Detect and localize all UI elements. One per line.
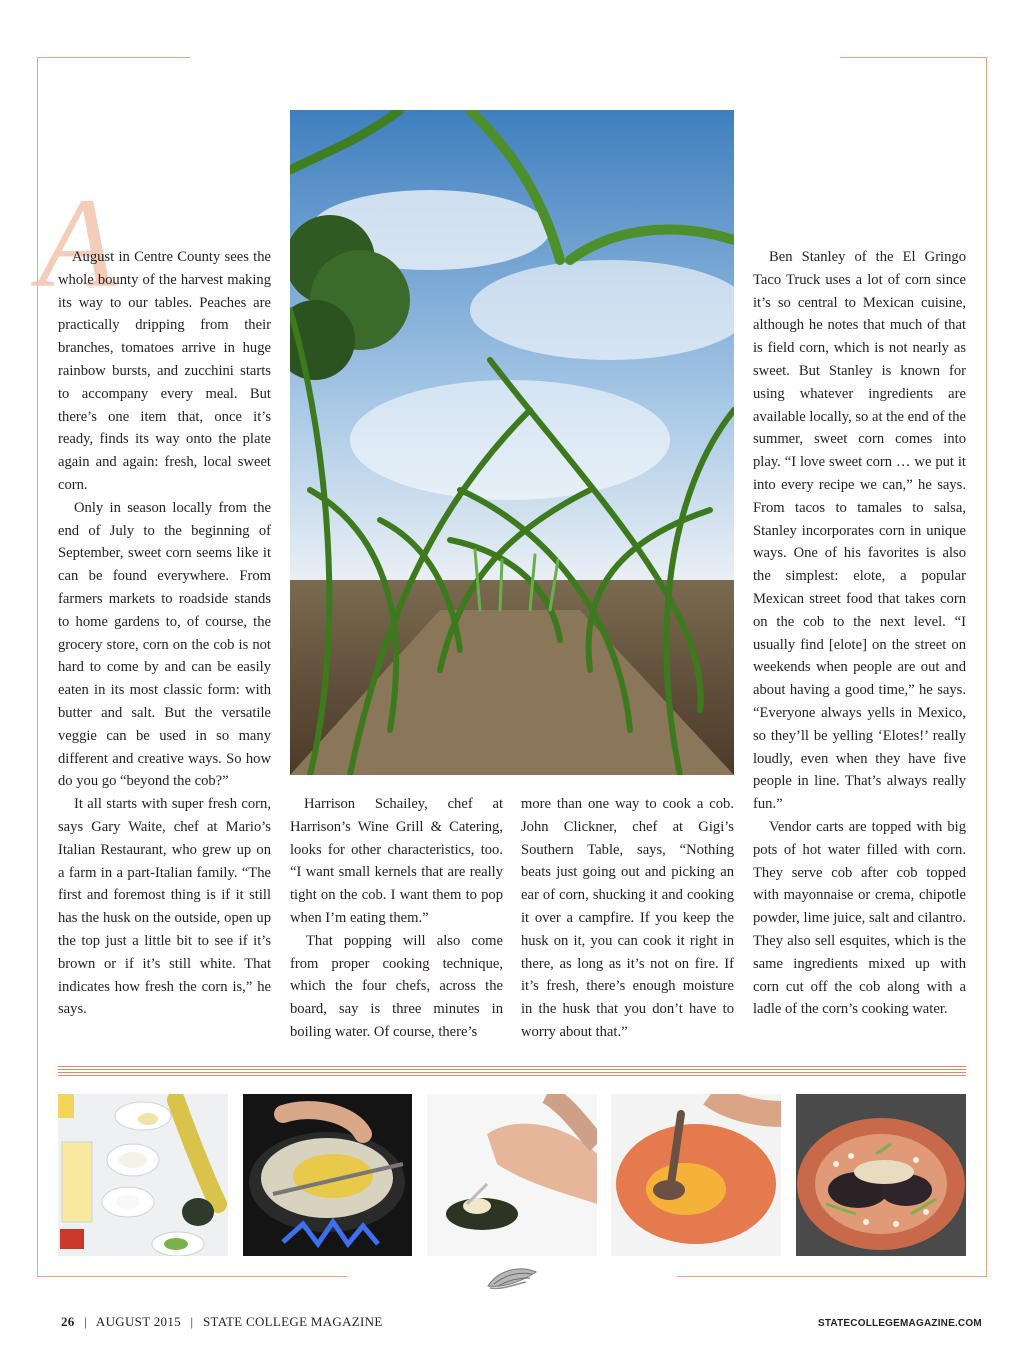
footer-separator: | [190,1314,194,1329]
website-link[interactable]: STATECOLLEGEMAGAZINE.COM [818,1318,982,1329]
article-column-4 [753,246,966,1021]
corn-illustration-icon [486,1264,538,1292]
divider-rule [58,1066,966,1067]
frame-bottom-left [37,1276,347,1277]
divider-rule [58,1075,966,1076]
plated-dish-photo [796,1094,966,1256]
divider-rule [58,1072,966,1073]
plating-photo [427,1094,597,1256]
pan-cooking-photo [243,1094,412,1256]
paragraph: August in Centre County sees the whole bounty of the harvest making its way to our tables. Peaches are practically dripping from their branches, tomatoes arrive in huge rainbow bursts, and zucchini starts to accompany every meal. But there’s one item that, once it’s ready, finds its way onto the plate again and again: fresh, local sweet corn. [58,249,271,493]
page-number: 26 [61,1314,75,1329]
paragraph: Ben Stanley of the El Gringo Taco Truck uses a lot of corn since it’s so central to Mexican cuisine, although he notes that much of that is field corn, which is not nearly as sweet. But Stanley is known for using whatever ingredients are available locally, so at the end of the summer, sweet corn comes into play. “I love sweet corn … we put it into every recipe we can,” he says. From tacos to tamales to salsa, Stanley incorporates corn in unique ways. One of his favorites is also the simplest: elote, a popular Mexican street food that takes corn on the cob to the next level. “I usually find [elote] on the street on weekends when people are out and about having a good time,” he says. “Everyone always yells in Mexico, so they’ll be yelling ‘Elotes!’ really loudly, even when they have five people in line. That’s always really fun.” [753,249,967,813]
svg-text:A: A [38,180,117,300]
paragraph: That popping will also come from proper cooking technique, which the four chefs, across the board, say is three minutes in boiling water. Of course, there’s [290,932,503,1040]
issue-date: AUGUST 2015 [95,1314,181,1329]
frame-top-right [840,57,986,58]
article-column-1 [58,246,271,1021]
paragraph: It all starts with super fresh corn, says Gary Waite, chef at Mario’s Italian Restaurant, who grew up on a farm in a part-Italian family. “The first and foremost thing is if it still has the husk on the outside, open up the top just a little bit to see if it’s brown or if it’s still white. That indicates how fresh the corn is,” he says. [58,796,271,1018]
paragraph: Harrison Schailey, chef at Harrison’s Wine Grill & Catering, looks for other characteristics, too. “I want small kernels that are really tight on the cob. I want them to pop when I’m eating them.” [290,796,503,926]
frame-right [986,57,987,1276]
paragraph: Vendor carts are topped with big pots of hot water filled with corn. They serve cob after cob topped with mayonnaise or crema, chipotle powder, lime juice, salt and cilantro. They also sell esquites, which is the same ingredients mixed up with corn cut off the cob along with a ladle of the corn’s cooking water. [753,818,966,1018]
soup-pour-photo [611,1094,781,1256]
footer-separator: | [84,1314,88,1329]
divider-rule [58,1069,966,1070]
article-column-3 [521,793,734,1044]
magazine-name: STATE COLLEGE MAGAZINE [203,1314,383,1329]
article-column-2 [290,793,503,1044]
corn-field-photo [290,110,734,775]
ingredients-photo [58,1094,228,1256]
paragraph: more than one way to cook a cob. John Clickner, chef at Gigi’s Southern Table, says, “Nothing beats just going out and picking an ear of corn, shucking it and cooking it over a campfire. If you keep the husk on it, you can cook it right in there, as long as it’s not on fire. If it’s fresh, there’s enough moisture in the husk that you don’t have to worry about that.” [521,796,734,1040]
frame-top-left [37,57,190,58]
footer-folio [61,1314,383,1330]
frame-bottom-right [677,1276,987,1277]
paragraph: Only in season locally from the end of July to the beginning of September, sweet corn seems like it can be found everywhere. From farmers markets to roadside stands to home gardens to, of course, the grocery store, corn on the cob is not hard to come by and can be easily eaten in its most classic form: with butter and salt. But the versatile veggie can be used in so many different and creative ways. So how do you go “beyond the cob?” [58,499,271,790]
